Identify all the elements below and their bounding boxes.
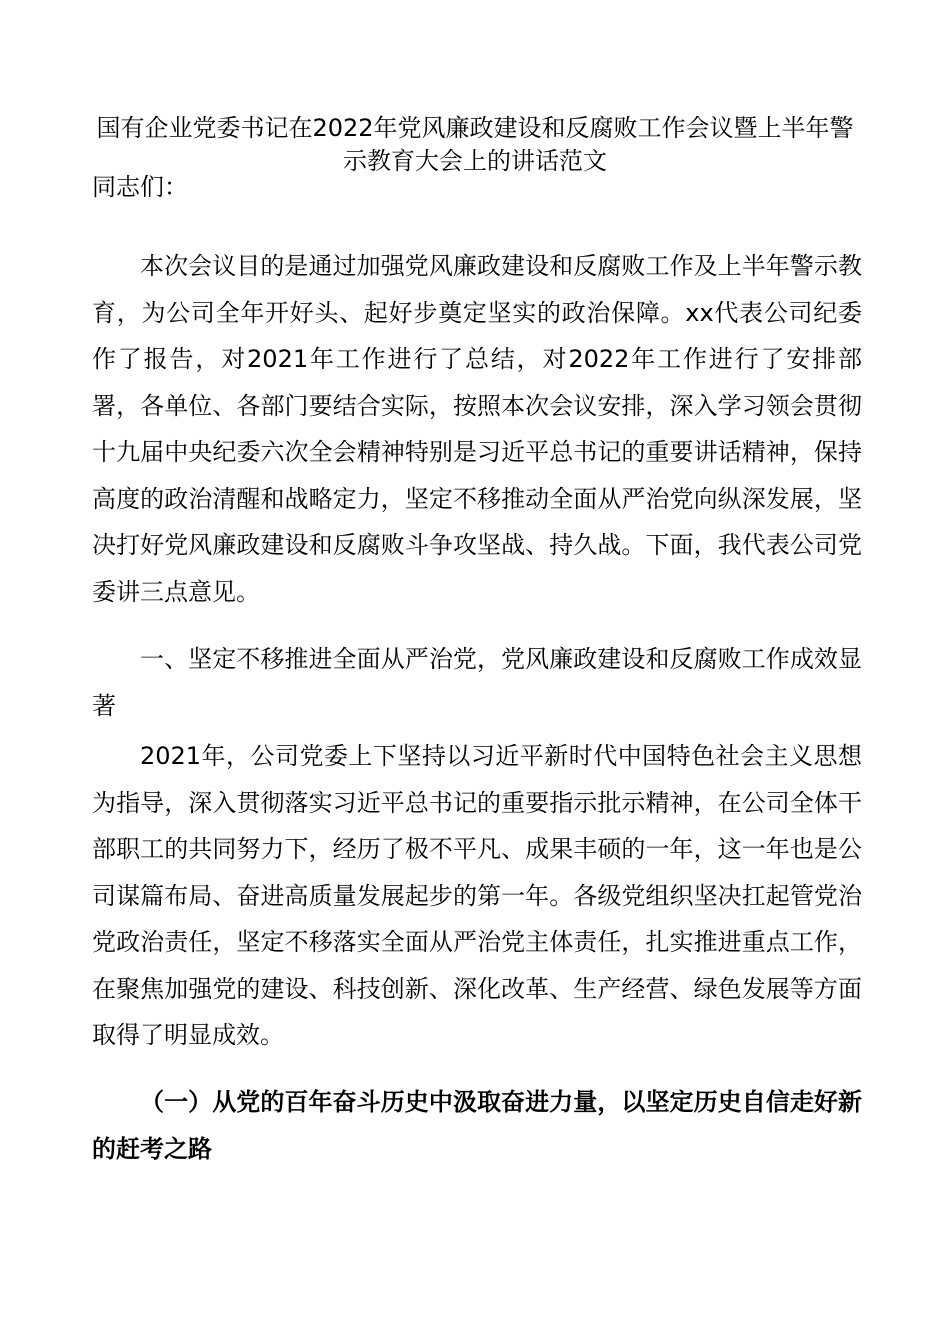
section-heading-1: 一、坚定不移推进全面从严治党，党风廉政建设和反腐败工作成效显著 <box>92 645 862 720</box>
greeting: 同志们： <box>92 173 188 201</box>
document-title: 国有企业党委书记在2022年党风廉政建设和反腐败工作会议暨上半年警示教育大会上的讲话范文 <box>96 114 854 175</box>
subsection-heading-1: （一）从党的百年奋斗历史中汲取奋进力量，以坚定历史自信走好新的赶考之路 <box>92 1088 862 1163</box>
body-paragraph-2021-review: 2021年，公司党委上下坚持以习近平新时代中国特色社会主义思想为指导，深入贯彻落实习近平总书记的重要指示批示精神，在公司全体干部职工的共同努力下，经历了极不平凡、成果丰硕的一年，这一年也是公司谋篇布局、奋进高质量发展起步的第一年。各级党组织坚决扛起管党治党政治责任，坚定不移落实全面从严治党主体责任，扎实推进重点工作，在聚焦加强党的建设、科技创新、深化改革、生产经营、绿色发展等方面取得了明显成效。 <box>92 742 862 1049</box>
body-paragraph-intro: 本次会议目的是通过加强党风廉政建设和反腐败工作及上半年警示教育，为公司全年开好头、起好步奠定坚实的政治保障。xx代表公司纪委作了报告，对2021年工作进行了总结，对2022年工作进行了安排部署，各单位、各部门要结合实际，按照本次会议安排，深入学习领会贯彻十九届中央纪委六次全会精神特别是习近平总书记的重要讲话精神，保持高度的政治清醒和战略定力，坚定不移推动全面从严治党向纵深发展，坚决打好党风廉政建设和反腐败斗争攻坚战、持久战。下面，我代表公司党委讲三点意见。 <box>92 252 862 606</box>
